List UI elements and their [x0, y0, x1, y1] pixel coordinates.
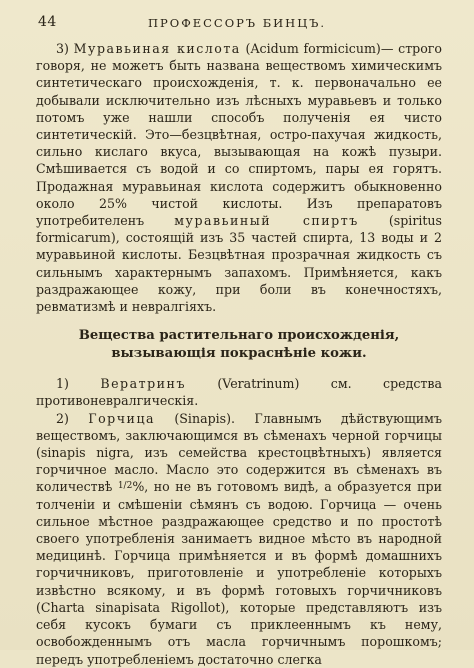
- section-heading: Вещества растительнаго происхожденія, вызывающія покраснѣніе кожи.: [78, 328, 400, 362]
- paragraph-mustard: [36, 410, 442, 668]
- page-number: 44: [38, 14, 57, 30]
- page-header: [38, 14, 442, 34]
- item-number: 1): [56, 376, 101, 392]
- paragraph-formic-acid: [36, 40, 442, 315]
- item-number: 3): [56, 41, 74, 56]
- fraction: 1/2: [117, 481, 133, 492]
- percent-sign: %: [132, 479, 145, 495]
- latin-name: (Acidum formicicum)—: [240, 41, 399, 56]
- running-head: ПРОФЕССОРЪ БИНЦЪ.: [148, 16, 327, 30]
- text-block: [36, 40, 442, 668]
- paragraph-body-cont: , но не въ готовомъ видѣ, а образуется при толченіи и смѣшеніи сѣмянъ съ водою. Горчица — очень сильное мѣстное раздражающее средство и по простотѣ своего употребленія занимаетъ видное мѣсто въ народной медицинѣ. Горчица примѣняется и въ формѣ домашнихъ горчичниковъ, приготовленіе и употребленіе которыхъ извѣстно всякому, и въ формѣ готовыхъ горчичниковъ (Charta sinapisata Rigollot), которые представляютъ изъ себя кусокъ бумаги съ приклееннымъ къ нему, освобожденнымъ отъ масла горчичнымъ порошкомъ; передъ употребленіемъ достаточно слегка: [36, 479, 442, 667]
- term-formic-spirit: муравьиный спиртъ: [174, 213, 359, 229]
- term-mustard: Горчица: [88, 410, 156, 426]
- paragraph-body: строго говоря, не можетъ быть названа веществомъ химическимъ синтетическаго происхожденія, т. к. первоначально ее добывали исключительно изъ лѣсныхъ муравьевъ и только потомъ уже нашли способъ полученія ея чисто синтетическій. Это—безцвѣтная, остро-пахучая жидкость, сильно кислаго вкуса, вызывающая на кожѣ пузыри. Смѣшивается съ водой и со спиртомъ, пары ея горятъ. Продажная муравьиная кислота содержитъ обыкновенно около 25% чистой кислоты. Изъ препаратовъ употребителенъ: [36, 41, 442, 229]
- term-veratrine: Вератринъ: [100, 376, 186, 392]
- paragraph-body: (Sinapis). Главнымъ дѣйствующимъ веществомъ, заключающимся въ сѣменахъ черной горчицы (sinapis nigra, изъ семейства крестоцвѣтныхъ) является горчичное масло. Масло это содержится въ сѣменахъ въ количествѣ: [36, 410, 442, 495]
- item-number: 2): [56, 410, 89, 426]
- paragraph-body: (Veratrinum) см. средства противоневралгическія.: [36, 376, 442, 409]
- paragraph-body-cont: (spiritus formicarum), состоящій изъ 35 частей спирта, 13 воды и 2 муравьиной кислоты. Безцвѣтная прозрачная жидкость съ сильнымъ характернымъ запахомъ. Примѣняется, какъ раздражающее кожу, при боли въ конечностяхъ, ревматизмѣ и невралгіяхъ.: [36, 213, 443, 315]
- paragraph-veratrine: [36, 375, 442, 409]
- term-formic-acid: Муравьиная кислота: [73, 41, 241, 56]
